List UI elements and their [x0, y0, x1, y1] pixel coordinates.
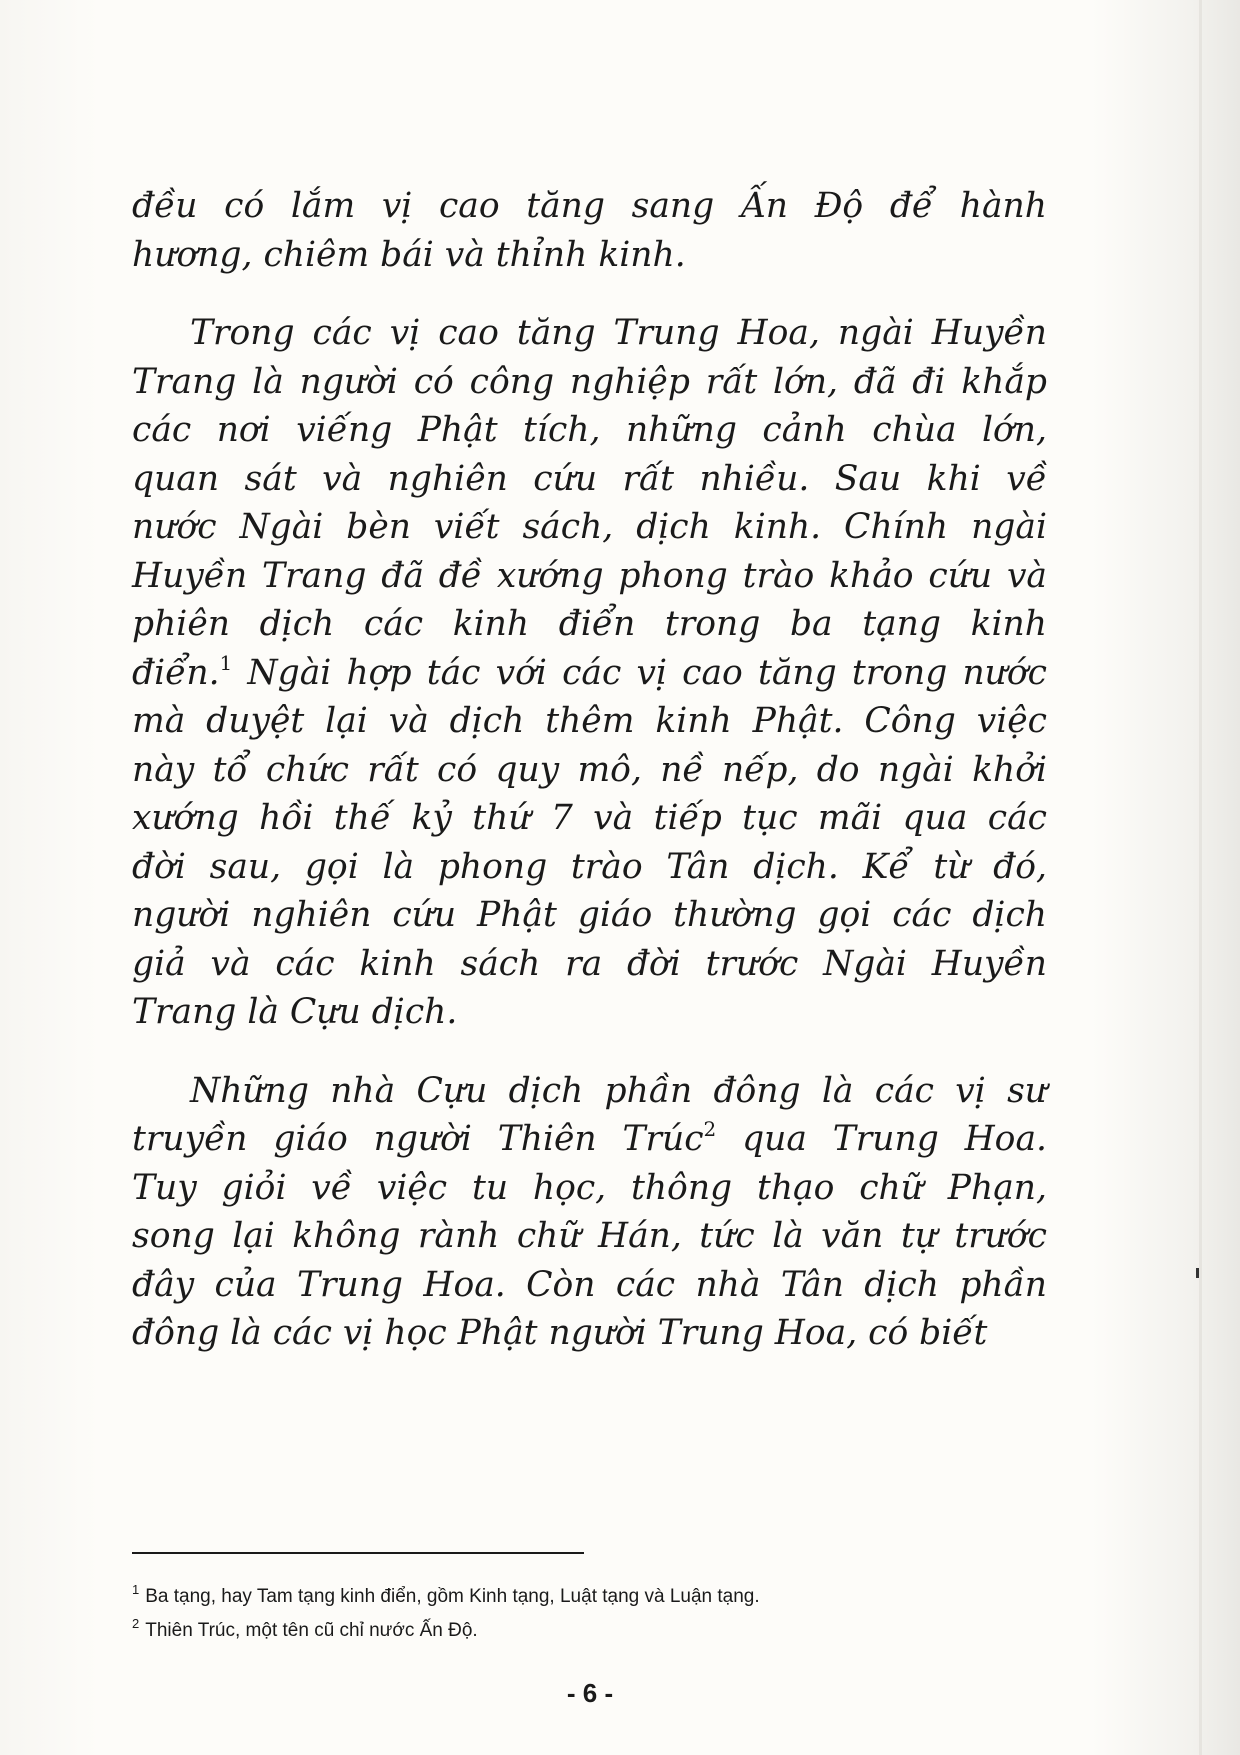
text-line: hương, chiêm bái và thỉnh kinh.: [132, 234, 686, 275]
text-line: xướng hồi thế kỷ thứ 7 và tiếp tục mãi qua các: [132, 798, 1047, 838]
footnote-ref[interactable]: 2: [703, 1117, 717, 1141]
footnote: [132, 1580, 1032, 1614]
paragraph: [132, 182, 1047, 279]
page-number: - 6 -: [566, 1678, 614, 1708]
text-line: giả và các kinh sách ra đời trước Ngài Huyền: [132, 943, 1047, 984]
text-line: mà duyệt lại và dịch thêm kinh Phật. Công việc: [132, 701, 1047, 741]
text-line: [132, 1115, 1047, 1164]
text-segment: qua Trung Hoa.: [716, 1119, 1047, 1159]
footnote-separator: [132, 1552, 584, 1554]
text-segment: điển.: [132, 652, 220, 693]
paragraph: [132, 1067, 1047, 1358]
text-line: Trang là Cựu dịch.: [132, 992, 458, 1032]
text-line: đông là các vị học Phật người Trung Hoa, có biết: [132, 1313, 988, 1353]
text-segment: Ngài hợp tác với các vị cao tăng trong nước: [232, 652, 1047, 693]
text-line: Những nhà Cựu dịch phần đông là các vị sư: [190, 1070, 1047, 1111]
text-line: [132, 649, 1047, 698]
text-line: đều có lắm vị cao tăng sang Ấn Độ để hành: [132, 186, 1047, 226]
text-line: phiên dịch các kinh điển trong ba tạng kinh: [132, 604, 1047, 644]
text-line: nước Ngài bèn viết sách, dịch kinh. Chính ngài: [132, 507, 1047, 547]
text-line: người nghiên cứu Phật giáo thường gọi các dịch: [132, 895, 1047, 935]
footnote-text: Ba tạng, hay Tam tạng kinh điển, gồm Kinh tạng, Luật tạng và Luận tạng.: [145, 1586, 760, 1607]
footnote-mark: 1: [132, 1582, 140, 1597]
text-line: song lại không rành chữ Hán, tức là văn tự trước: [132, 1216, 1047, 1256]
text-line: Trong các vị cao tăng Trung Hoa, ngài Huyền: [190, 313, 1047, 353]
text-line: này tổ chức rất có quy mô, nề nếp, do ngài khởi: [132, 749, 1047, 790]
footnote-text: Thiên Trúc, một tên cũ chỉ nước Ấn Độ.: [145, 1620, 478, 1641]
footnotes: [132, 1580, 1032, 1648]
footnote-mark: 2: [132, 1616, 140, 1631]
text-line: Trang là người có công nghiệp rất lớn, đã đi khắp: [132, 361, 1047, 402]
text-line: Huyền Trang đã đề xướng phong trào khảo cứu và: [132, 555, 1047, 596]
page-edge-shadow: [1199, 0, 1202, 1755]
footnote-ref[interactable]: 1: [219, 650, 233, 675]
paragraph: [132, 309, 1047, 1037]
text-line: các nơi viếng Phật tích, những cảnh chùa lớn,: [132, 410, 1047, 450]
body-text: [132, 182, 1047, 1388]
text-line: Tuy giỏi về việc tu học, thông thạo chữ Phạn,: [132, 1167, 1047, 1208]
text-line: đây của Trung Hoa. Còn các nhà Tân dịch phần: [132, 1264, 1047, 1305]
text-segment: truyền giáo người Thiên Trúc: [132, 1119, 704, 1159]
margin-mark: [1196, 1268, 1199, 1278]
footnote: [132, 1614, 1032, 1648]
text-line: đời sau, gọi là phong trào Tân dịch. Kể từ đó,: [132, 846, 1047, 887]
text-line: quan sát và nghiên cứu rất nhiều. Sau khi về: [132, 458, 1047, 499]
